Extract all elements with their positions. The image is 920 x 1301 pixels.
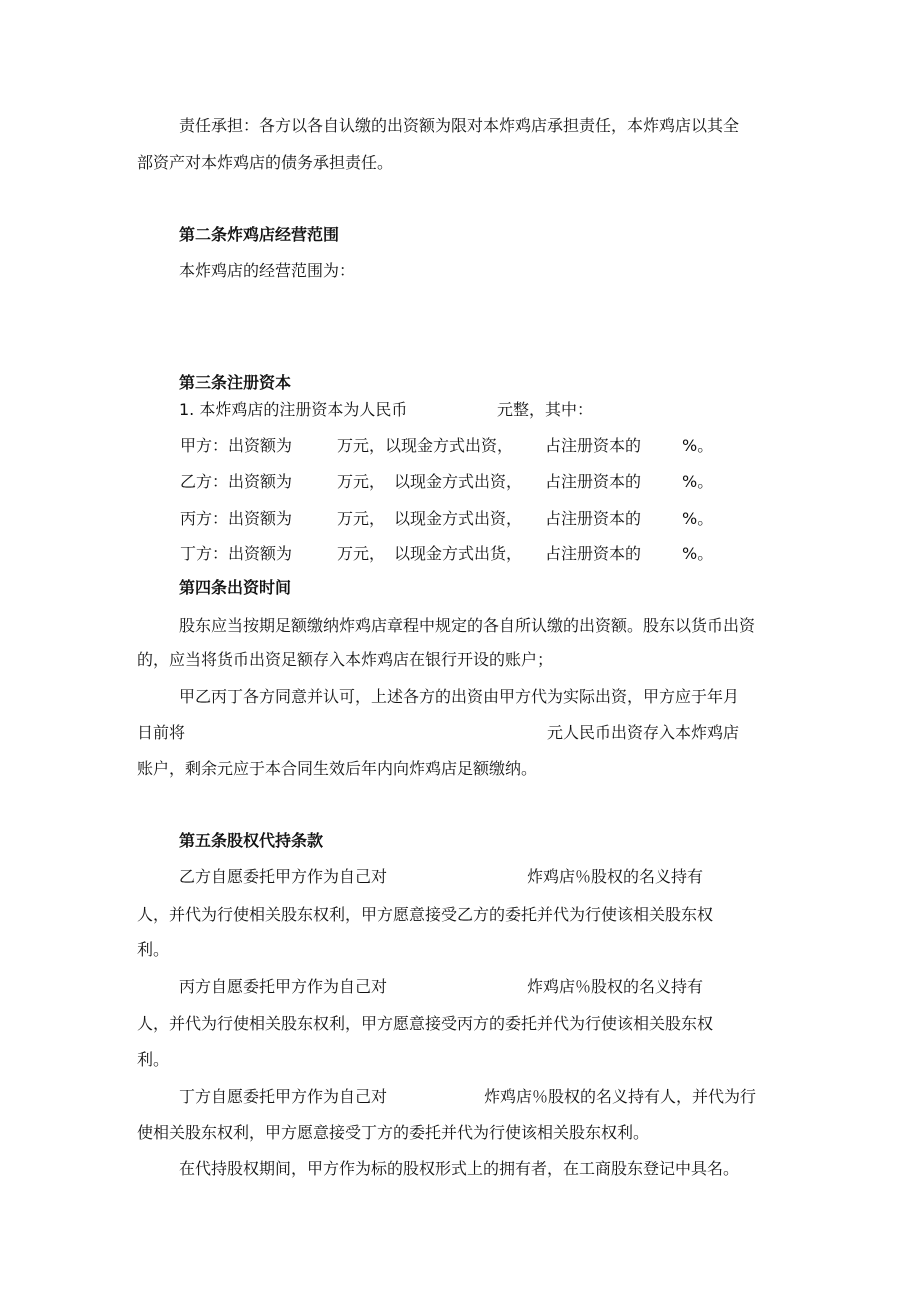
proxy-yi-c: 人，并代为行使相关股东权利，甲方愿意接受乙方的委托并代为行使该相关股东权 xyxy=(137,905,714,924)
shareholder-pct: %。 xyxy=(682,436,714,455)
proxy-yi-b: 炸鸡店％股权的名义持有 xyxy=(527,867,704,886)
proxy-yi-d: 利。 xyxy=(137,940,170,959)
article-2-heading: 第二条炸鸡店经营范围 xyxy=(179,225,340,244)
shareholder-method: 以现金方式出资， xyxy=(394,472,523,491)
liability-line-1: 责任承担：各方以各自认缴的出资额为限对本炸鸡店承担责任，本炸鸡店以其全 xyxy=(179,116,740,135)
shareholder-pct-label: 占注册资本的 xyxy=(545,544,642,563)
last-paragraph: 在代持股权期间，甲方作为标的股权形式上的拥有者，在工商股东登记中具名。 xyxy=(179,1159,740,1178)
proxy-bing-c: 人，并代为行使相关股东权利，甲方愿意接受丙方的委托并代为行使该相关股东权 xyxy=(137,1014,714,1033)
shareholder-pct-label: 占注册资本的 xyxy=(545,436,642,455)
shareholder-unit: 万元， xyxy=(337,544,386,563)
shareholder-method: 以现金方式出货， xyxy=(394,544,523,563)
shareholder-name: 丁方：出资额为 xyxy=(180,544,293,563)
proxy-ding-b: 炸鸡店％股权的名义持有人，并代为行 xyxy=(484,1087,757,1106)
time-paragraph-2-b: 日前将 xyxy=(137,723,186,742)
proxy-bing-d: 利。 xyxy=(137,1050,170,1069)
shareholder-pct-label: 占注册资本的 xyxy=(545,472,642,491)
time-paragraph-1 xyxy=(137,609,780,677)
proxy-bing-a: 丙方自愿委托甲方作为自己对 xyxy=(179,977,388,996)
shareholder-unit: 万元， xyxy=(337,509,386,528)
article-4-heading: 第四条出资时间 xyxy=(179,578,292,597)
shareholder-unit: 万元， xyxy=(337,472,386,491)
proxy-ding-a: 丁方自愿委托甲方作为自己对 xyxy=(179,1087,388,1106)
time-paragraph-2-c: 元人民币出资存入本炸鸡店 xyxy=(547,723,740,742)
shareholder-pct-label: 占注册资本的 xyxy=(545,509,642,528)
shareholder-unit: 万元，以现金方式出资， xyxy=(337,436,514,455)
article-5-heading: 第五条股权代持条款 xyxy=(179,831,324,850)
time-paragraph-1-text: 股东应当按期足额缴纳炸鸡店章程中规定的各自所认缴的出资额。股东以货币出资的，应当将货币出资足额存入本炸鸡店在银行开设的账户； xyxy=(137,616,756,669)
capital-line-a: 1. 本炸鸡店的注册资本为人民币 xyxy=(179,400,408,419)
liability-line-2: 部资产对本炸鸡店的债务承担责任。 xyxy=(137,153,394,172)
shareholder-name: 乙方：出资额为 xyxy=(180,472,293,491)
shareholder-name: 甲方：出资额为 xyxy=(180,436,293,455)
time-paragraph-2-a: 甲乙丙丁各方同意并认可，上述各方的出资由甲方代为实际出资，甲方应于年月 xyxy=(179,687,740,706)
shareholder-pct: %。 xyxy=(682,509,714,528)
capital-line-b: 元整，其中： xyxy=(497,400,594,419)
shareholder-name: 丙方：出资额为 xyxy=(180,509,293,528)
article-3-heading: 第三条注册资本 xyxy=(179,373,292,392)
shareholder-pct: %。 xyxy=(682,472,714,491)
time-paragraph-2-d: 账户，剩余元应于本合同生效后年内向炸鸡店足额缴纳。 xyxy=(137,759,538,778)
proxy-bing-b: 炸鸡店％股权的名义持有 xyxy=(527,977,704,996)
scope-text: 本炸鸡店的经营范围为： xyxy=(179,261,356,280)
shareholder-method: 以现金方式出资， xyxy=(394,509,523,528)
shareholder-pct: %。 xyxy=(682,544,714,563)
proxy-ding-c: 使相关股东权利，甲方愿意接受丁方的委托并代为行使该相关股东权利。 xyxy=(137,1123,650,1142)
proxy-yi-a: 乙方自愿委托甲方作为自己对 xyxy=(179,867,388,886)
